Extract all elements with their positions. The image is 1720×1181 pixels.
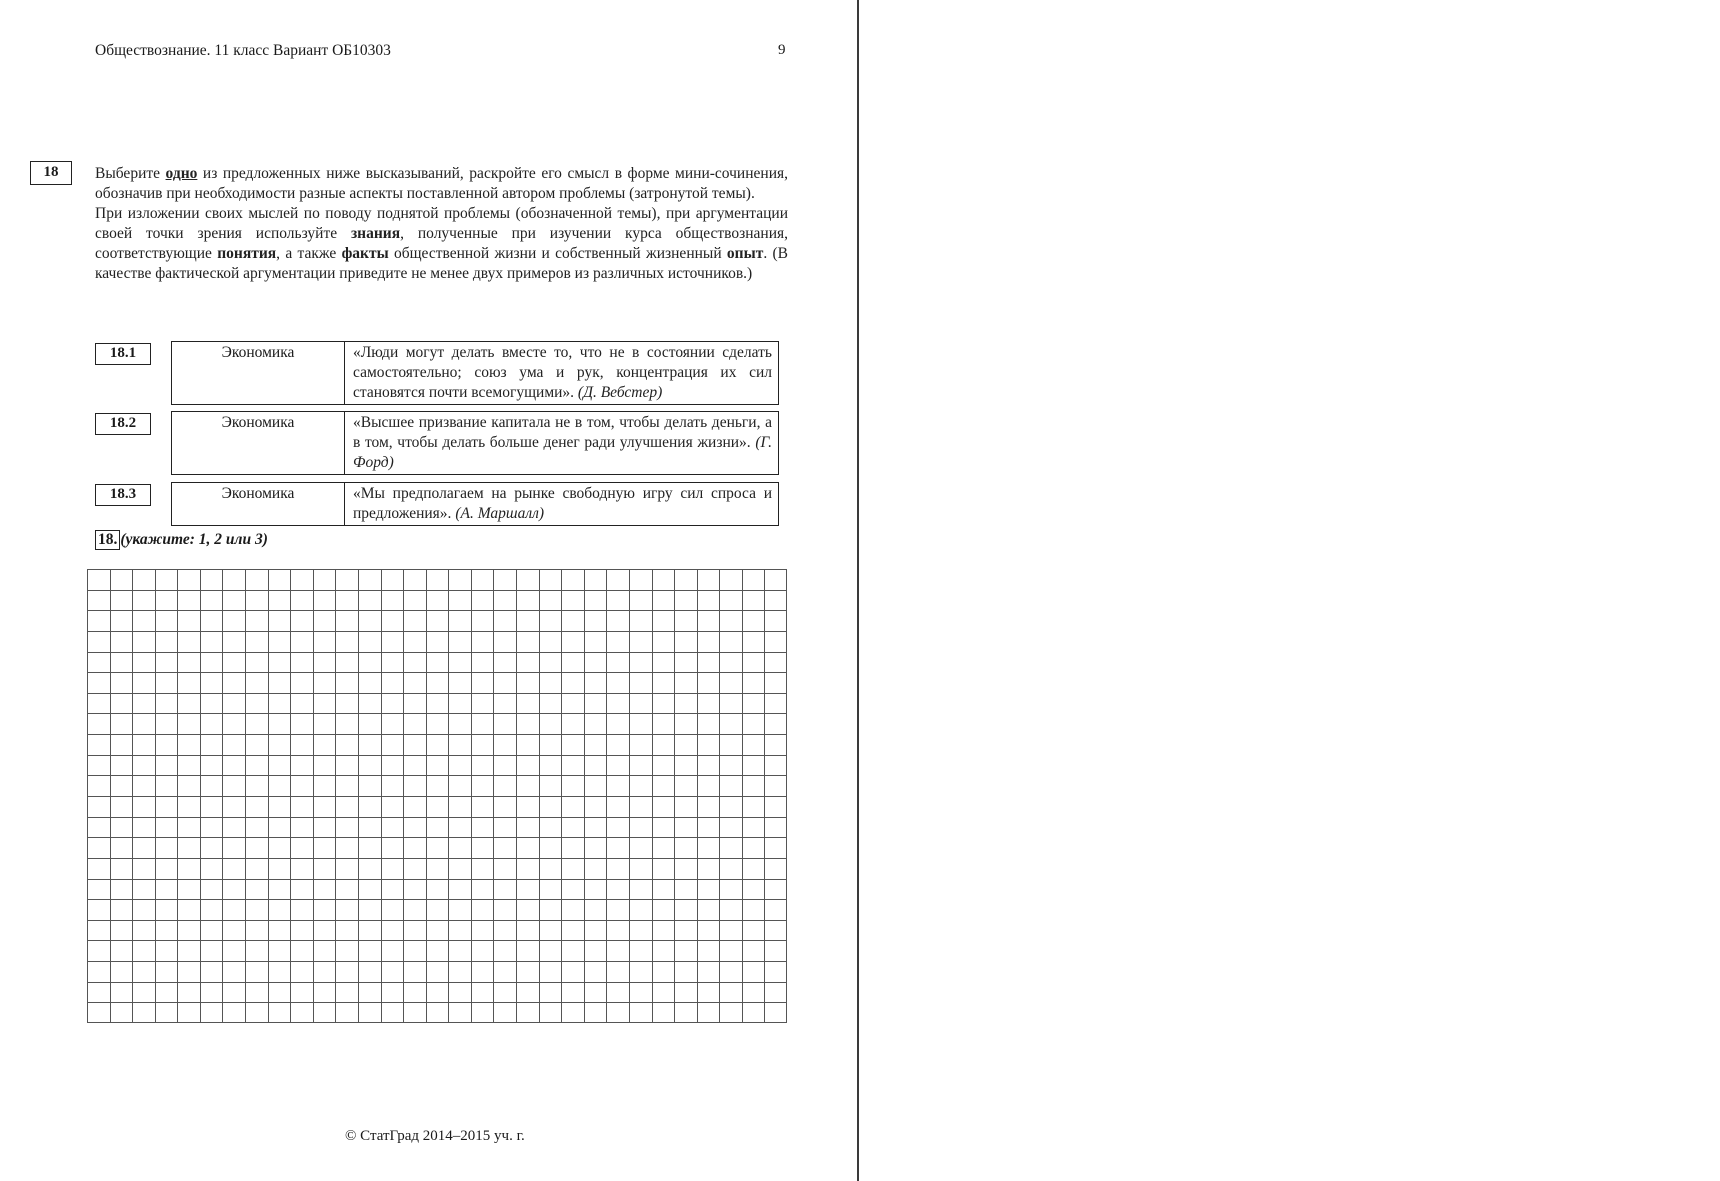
option-quote: «Люди могут делать вместе то, что не в состоянии сделать самостоятельно; союз ума и рук, концентрация их сил становятся почти всемогущими». (Д. Вебстер) [353, 344, 772, 401]
task-paragraph-1: Выберите одно из предложенных ниже высказываний, раскройте его смысл в форме мини-сочинения, обозначив при необходимости разные аспекты поставленной автором проблемы (затронутой темы). [95, 165, 788, 202]
option-number: 18.1 [95, 343, 151, 365]
option-box [171, 341, 779, 405]
quote-author: (Д. Вебстер) [577, 384, 663, 401]
option-box [171, 411, 779, 475]
quote-author: (А. Маршалл) [455, 505, 545, 522]
option-topic: Экономика [172, 412, 345, 474]
answer-choice-box[interactable]: 18. [95, 530, 120, 550]
page-number: 9 [778, 42, 786, 58]
emphasis-one: одно [165, 165, 198, 182]
option-quote: «Высшее призвание капитала не в том, чтобы делать деньги, а в том, чтобы делать больше денег ради улучшения жизни». (Г. Форд) [353, 414, 773, 471]
option-box [171, 482, 779, 526]
task-paragraph-2: При изложении своих мыслей по поводу поднятой проблемы (обозначенной темы), при аргументации своей точки зрения используйте знания, полученные при изучении курса обществознания, соответствующие понятия, а также факты общественной жизни и собственный жизненный опыт. (В качестве фактической аргументации приведите не менее двух примеров из различных источников.) [95, 205, 789, 282]
quote-author: (Г. Форд) [353, 434, 773, 471]
task-number: 18 [30, 161, 72, 185]
option-number: 18.2 [95, 413, 151, 435]
option-number: 18.3 [95, 484, 151, 506]
header-subject: Обществознание. 11 класс Вариант ОБ10303 [95, 42, 391, 59]
page-divider [857, 0, 859, 1181]
task-instructions [95, 164, 788, 284]
answer-grid[interactable] [87, 569, 787, 1023]
answer-choice-row [95, 530, 268, 550]
option-topic: Экономика [172, 483, 345, 525]
option-quote: «Мы предполагаем на рынке свободную игру сил спроса и предложения». (А. Маршалл) [353, 485, 772, 522]
footer-copyright: © СтатГрад 2014–2015 уч. г. [345, 1128, 525, 1144]
option-topic: Экономика [172, 342, 345, 404]
answer-hint: (укажите: 1, 2 или 3) [120, 531, 268, 548]
